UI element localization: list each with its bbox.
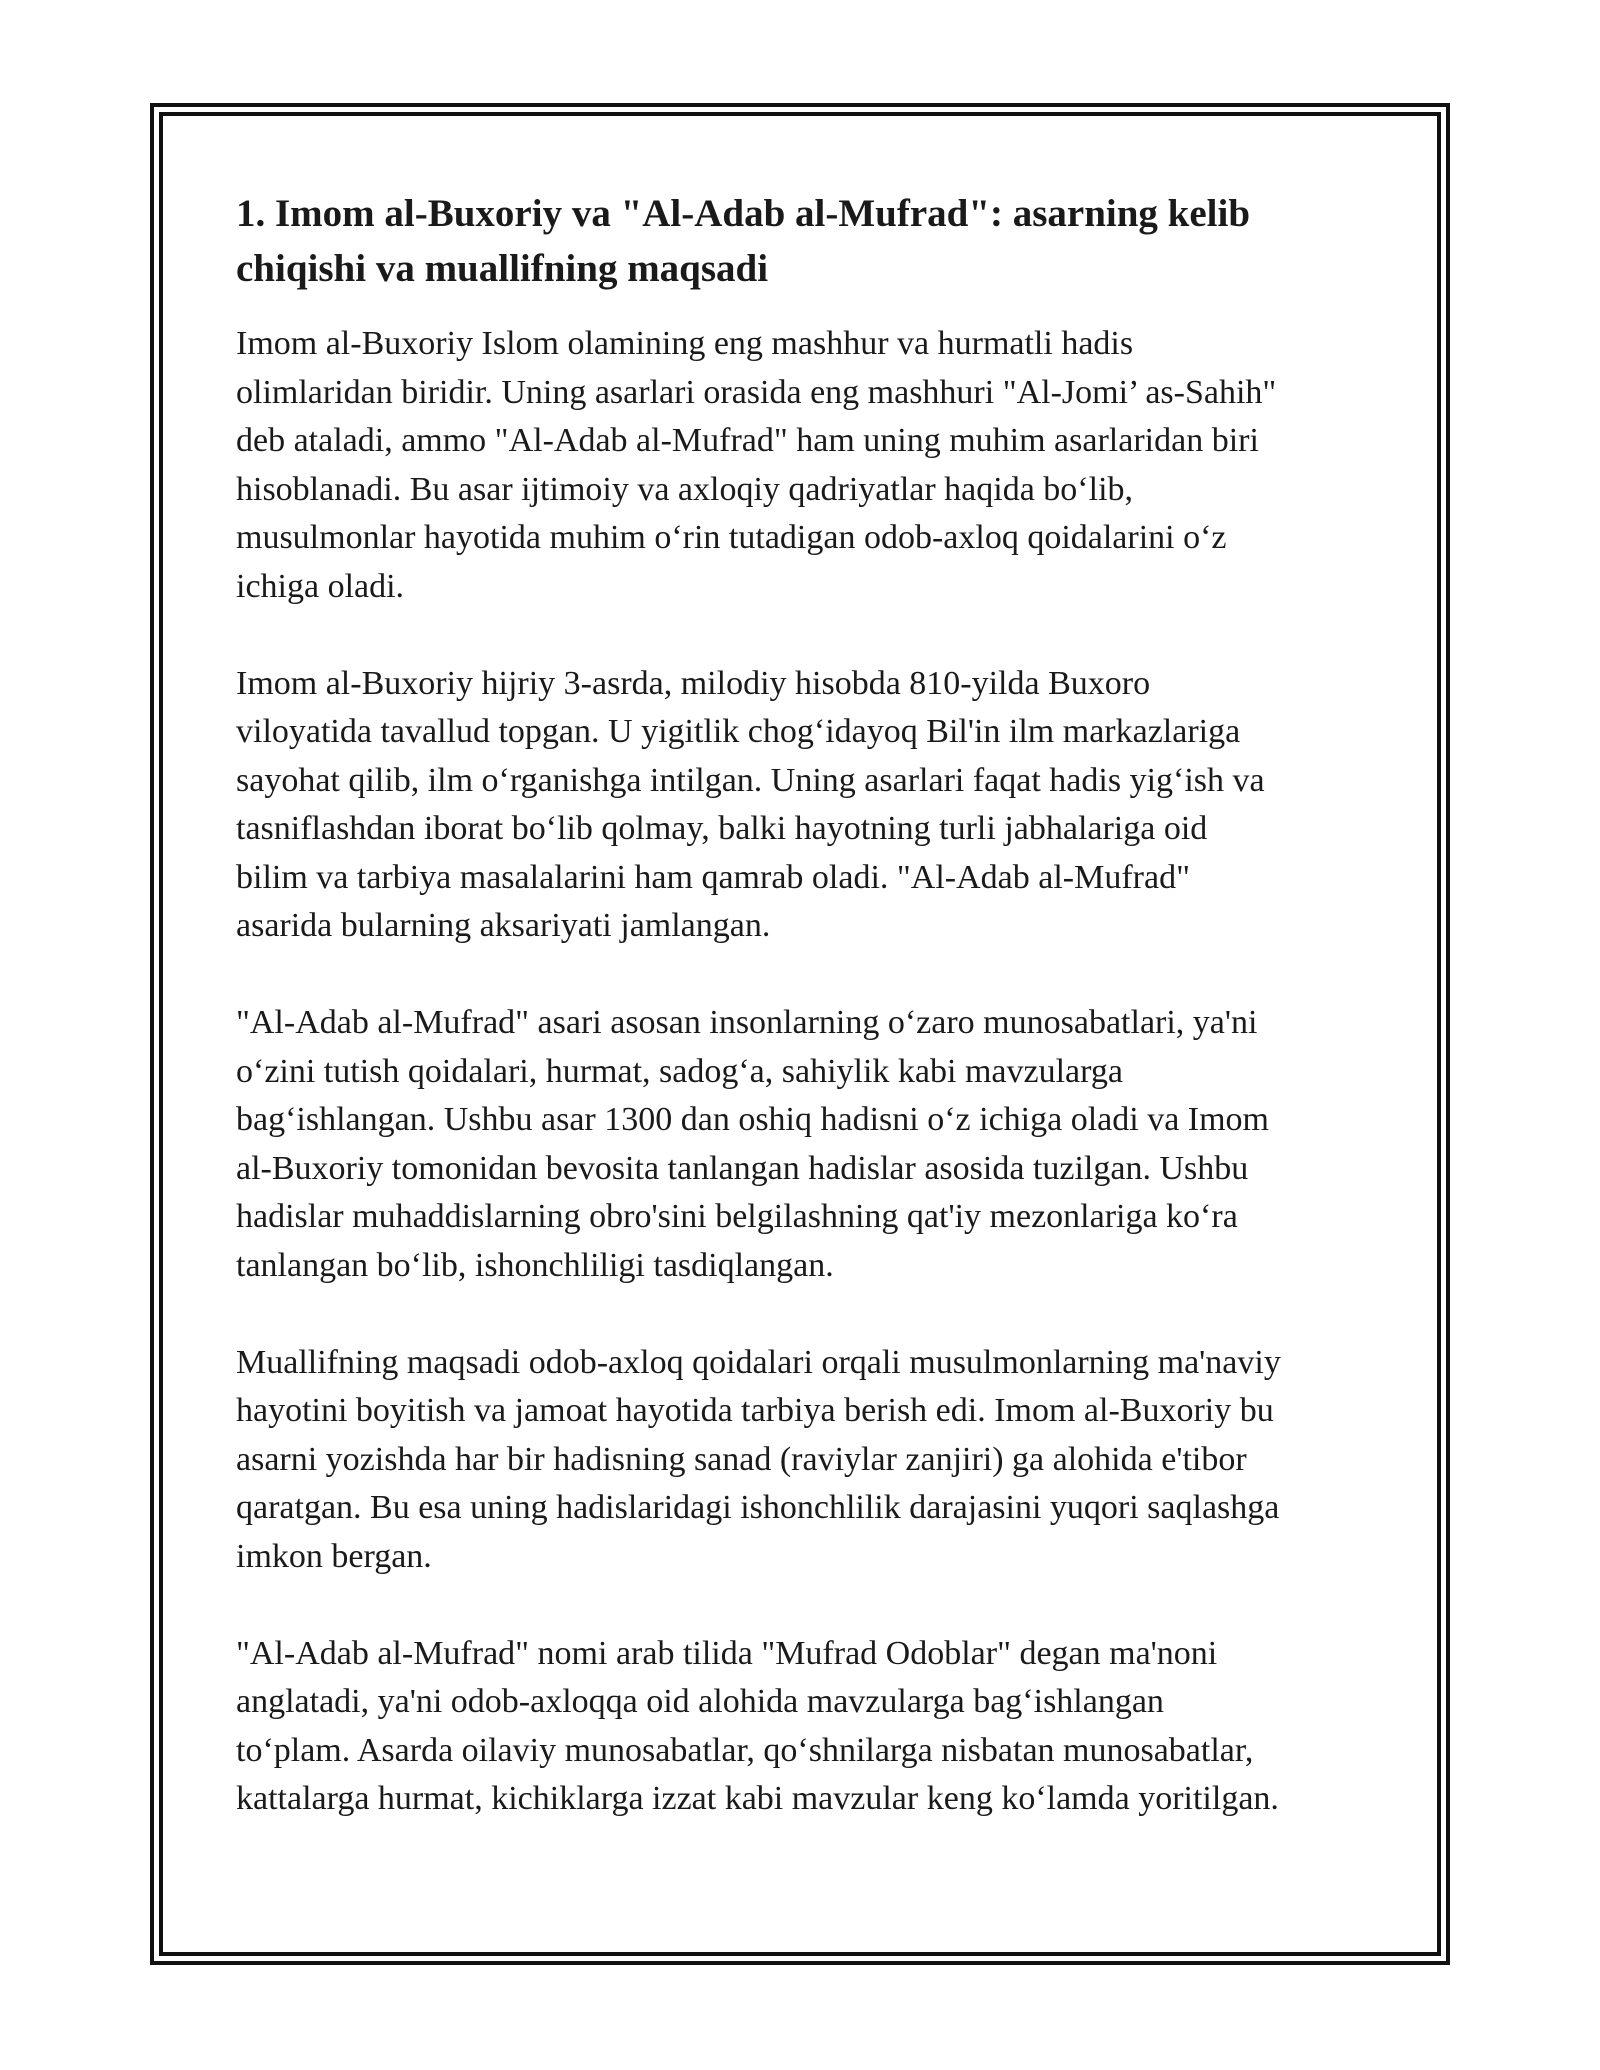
text-line: al-Buxoriy tomonidan bevosita tanlangan hadislar asosida tuzilgan. Ushbu — [236, 1149, 1249, 1187]
paragraph-author-purpose — [236, 1339, 1376, 1582]
text-line: bilim va tarbiya masalalarini ham qamrab oladi. "Al-Adab al-Mufrad" — [236, 858, 1190, 896]
text-line: o‘zini tutish qoidalari, hurmat, sadog‘a, sahiylik kabi mavzularga — [236, 1052, 1123, 1090]
section-heading — [236, 186, 1376, 296]
text-line: bag‘ishlangan. Ushbu asar 1300 dan oshiq hadisni o‘z ichiga oladi va Imom — [236, 1101, 1269, 1138]
text-line: sayohat qilib, ilm o‘rganishga intilgan. Uning asarlari faqat hadis yig‘ish va — [236, 761, 1265, 799]
text-line: imkon bergan. — [236, 1537, 432, 1575]
text-line: qaratgan. Bu esa uning hadislaridagi ishonchlilik darajasini yuqori saqlashga — [236, 1489, 1280, 1526]
heading-line: chiqishi va muallifning maqsadi — [236, 247, 769, 290]
paragraph-intro — [236, 320, 1376, 611]
text-line: hisoblanadi. Bu asar ijtimoiy va axloqiy qadriyatlar haqida bo‘lib, — [236, 470, 1134, 508]
paragraph-work-content — [236, 999, 1376, 1290]
text-line: "Al-Adab al-Mufrad" nomi arab tilida "Mufrad Odoblar" degan ma'noni — [236, 1634, 1218, 1672]
text-line: tasniflashdan iborat bo‘lib qolmay, balki hayotning turli jabhalariga oid — [236, 810, 1208, 847]
text-line: asarni yozishda har bir hadisning sanad (raviylar zanjiri) ga alohida e'tibor — [236, 1440, 1247, 1478]
paragraph-biography — [236, 660, 1376, 951]
heading-line: 1. Imom al-Buxoriy va "Al-Adab al-Mufrad": asarning kelib — [236, 192, 1251, 235]
text-line: hadislar muhaddislarning obro'sini belgilashning qat'iy mezonlariga ko‘ra — [236, 1198, 1238, 1235]
text-line: Imom al-Buxoriy Islom olamining eng mashhur va hurmatli hadis — [236, 325, 1134, 362]
text-line: kattalarga hurmat, kichiklarga izzat kabi mavzular keng ko‘lamda yoritilgan. — [236, 1780, 1279, 1817]
text-line: anglatadi, ya'ni odob-axloqqa oid alohida mavzularga bag‘ishlangan — [236, 1683, 1164, 1720]
text-line: to‘plam. Asarda oilaviy munosabatlar, qo‘shnilarga nisbatan munosabatlar, — [236, 1731, 1254, 1769]
document-body — [236, 186, 1376, 1872]
text-line: ichiga oladi. — [236, 567, 405, 605]
text-line: Muallifning maqsadi odob-axloq qoidalari orqali musulmonlarning ma'naviy — [236, 1343, 1281, 1381]
text-line: olimlaridan biridir. Uning asarlari orasida eng mashhuri "Al-Jomi’ as-Sahih" — [236, 373, 1277, 411]
text-line: hayotini boyitish va jamoat hayotida tarbiya berish edi. Imom al-Buxoriy bu — [236, 1392, 1274, 1429]
text-line: viloyatida tavallud topgan. U yigitlik chog‘idayoq Bil'in ilm markazlariga — [236, 713, 1241, 750]
text-line: Imom al-Buxoriy hijriy 3-asrda, milodiy hisobda 810-yilda Buxoro — [236, 664, 1151, 702]
text-line: "Al-Adab al-Mufrad" asari asosan insonlarning o‘zaro munosabatlari, ya'ni — [236, 1004, 1258, 1041]
text-line: deb ataladi, ammo "Al-Adab al-Mufrad" ham uning muhim asarlaridan biri — [236, 422, 1259, 459]
text-line: musulmonlar hayotida muhim o‘rin tutadigan odob-axloq qoidalarini o‘z — [236, 519, 1227, 556]
paragraph-title-meaning — [236, 1630, 1376, 1824]
text-line: tanlangan bo‘lib, ishonchliligi tasdiqlangan. — [236, 1246, 834, 1284]
text-line: asarida bularning aksariyati jamlangan. — [236, 907, 771, 944]
